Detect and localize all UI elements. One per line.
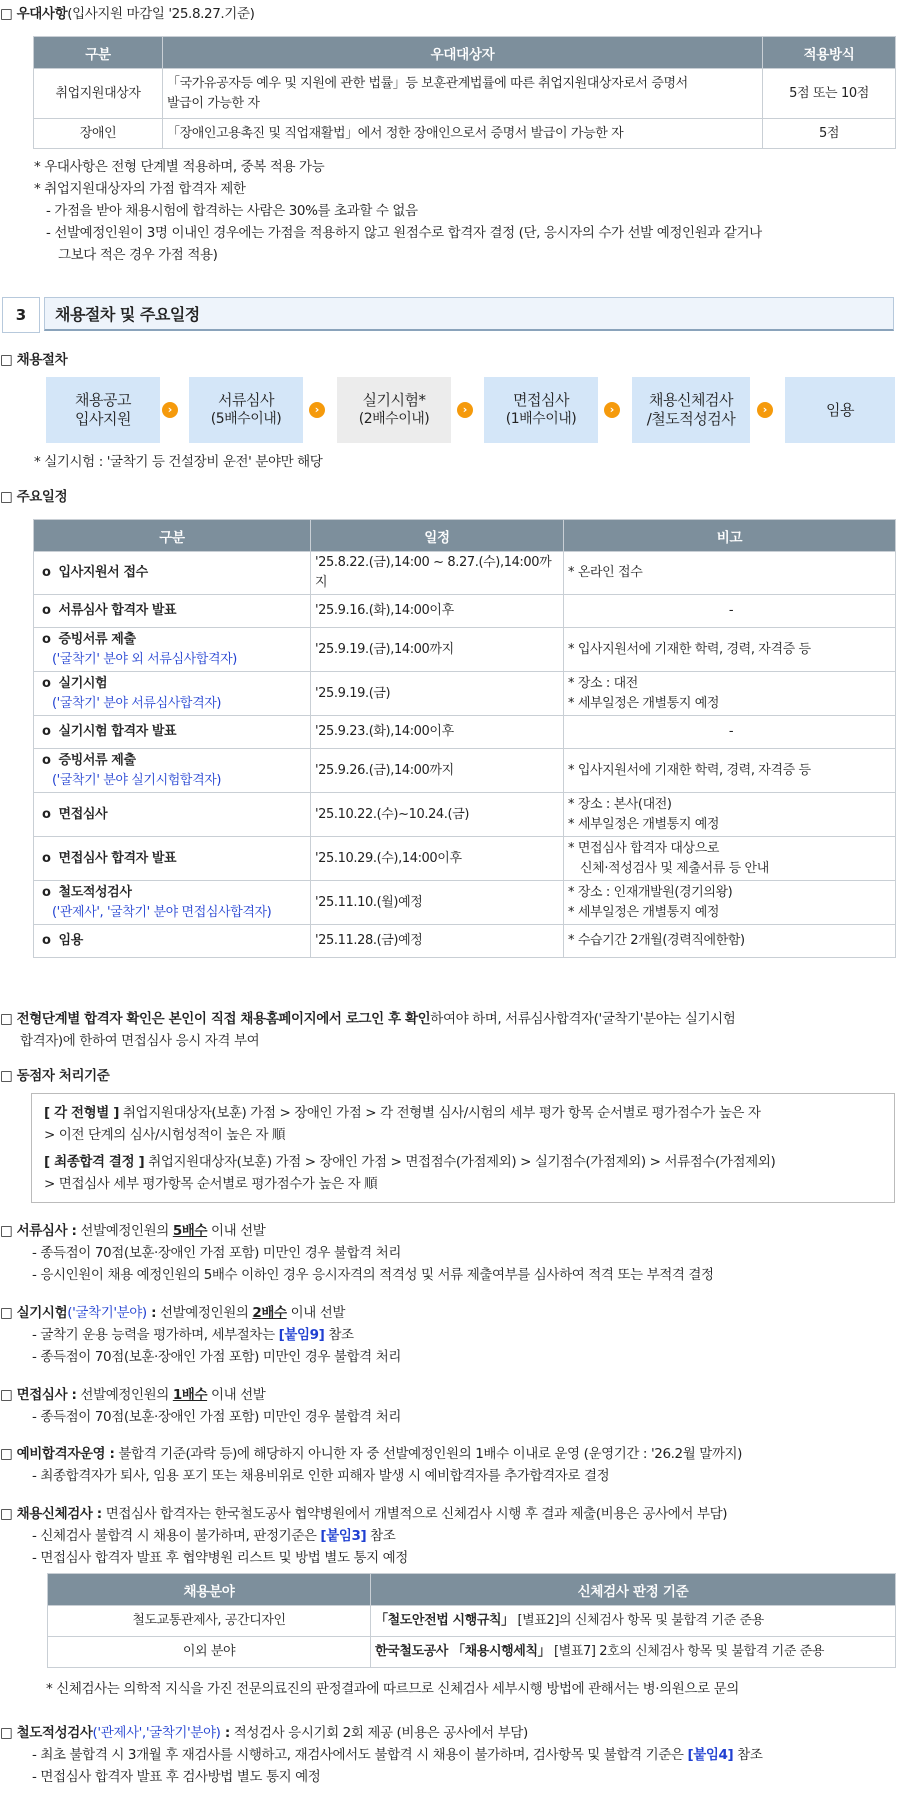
tie-rule: [ 최종합격 결정 ] 취업지원대상자(보훈) 가점 > 장애인 가점 > 면접점수(가점제외) > 실기점수(가점제외) > 서류점수(가점제외) — [44, 1154, 776, 1170]
schedule-table — [33, 519, 896, 958]
table-row — [34, 119, 896, 149]
schedule-date: '25.9.19.(금),14:00까지 — [311, 628, 564, 672]
pref-header: 우대대상자 — [163, 37, 763, 69]
bullet-icon: o — [42, 933, 51, 948]
schedule-date: '25.9.16.(화),14:00이후 — [311, 595, 564, 628]
pref-note: - 가점을 받아 채용시험에 합격하는 사람은 30%를 초과할 수 없음 — [46, 203, 418, 219]
chevron-right-icon: › — [457, 402, 473, 418]
phys-note: * 신체검사는 의학적 지식을 가진 전문의료진의 판정결과에 따르므로 신체검사 세부시행 방법에 관해서는 병·의원으로 문의 — [46, 1681, 739, 1697]
section-title: 채용절차 및 주요일정 — [44, 297, 894, 331]
phys-table — [47, 1573, 896, 1668]
schedule-item-target: ('굴착기' 분야 서류심사합격자) — [52, 695, 222, 711]
bullet-icon: o — [42, 806, 51, 822]
schedule-note: * 온라인 접수 — [564, 552, 896, 595]
bullet-icon: o — [42, 675, 51, 691]
chevron-right-icon: › — [162, 402, 178, 418]
schedule-item — [34, 552, 311, 595]
schedule-item — [34, 716, 311, 749]
pref-type: 장애인 — [34, 119, 163, 149]
prac-title: □ 실기시험('굴착기'분야) : 선발예정인원의 2배수 이내 선발 — [0, 1305, 346, 1321]
section-header — [2, 297, 896, 333]
bullet-icon: o — [42, 884, 51, 900]
intv-title: □ 면접심사 : 선발예정인원의 1배수 이내 선발 — [0, 1387, 266, 1403]
schedule-date: '25.9.19.(금) — [311, 672, 564, 716]
table-row — [34, 672, 896, 716]
schedule-item-target: ('굴착기' 분야 외 서류심사합격자) — [52, 651, 237, 667]
prac-bullet: - 종득점이 70점(보훈·장애인 가점 포함) 미만인 경우 불합격 처리 — [32, 1349, 401, 1365]
apt-title: □ 철도적성검사('관제사','굴착기'분야) : 적성검사 응시기회 2회 제공 (비용은 공사에서 부담) — [0, 1725, 528, 1741]
schedule-date: '25.8.22.(금),14:00 ~ 8.27.(수),14:00까지 — [311, 552, 564, 595]
schedule-note: * 장소 : 본사(대전) * 세부일정은 개별통지 예정 — [564, 793, 896, 837]
bullet-icon: o — [42, 565, 51, 580]
reserve-bullet: - 최종합격자가 퇴사, 임용 포기 또는 채용비위로 인한 피해자 발생 시 예비합격자를 추가합격자로 결정 — [32, 1468, 610, 1484]
schedule-item — [34, 749, 311, 793]
table-row — [34, 69, 896, 119]
schedule-note: * 수습기간 2개월(경력직에한함) — [564, 925, 896, 958]
chevron-right-icon: › — [309, 402, 325, 418]
pref-type: 취업지원대상자 — [34, 69, 163, 119]
schedule-date: '25.11.28.(금)예정 — [311, 925, 564, 958]
schedule-item-label: 서류심사 합격자 발표 — [58, 603, 177, 618]
pref-method: 5점 또는 10점 — [763, 69, 896, 119]
schedule-header: 구분 — [34, 520, 311, 552]
pref-header: 적용방식 — [763, 37, 896, 69]
bullet-icon: o — [42, 724, 51, 739]
pref-table — [33, 36, 896, 149]
schedule-item — [34, 837, 311, 881]
process-note: * 실기시험 : '굴착기 등 건설장비 운전' 분야만 해당 — [34, 454, 323, 470]
tie-rule: [ 각 전형별 ] 취업지원대상자(보훈) 가점 > 장애인 가점 > 각 전형별 심사/시험의 세부 평가 항목 순서별로 평가점수가 높은 자 — [44, 1105, 761, 1121]
schedule-note: * 장소 : 인재개발원(경기의왕) * 세부일정은 개별통지 예정 — [564, 881, 896, 925]
schedule-item-label: 증빙서류 제출 — [58, 752, 136, 768]
process-step: 면접심사 (1배수이내) — [484, 377, 598, 443]
schedule-note: * 입사지원서에 기재한 학력, 경력, 자격증 등 — [564, 628, 896, 672]
doc-bullet: - 종득점이 70점(보훈·장애인 가점 포함) 미만인 경우 불합격 처리 — [32, 1245, 401, 1261]
phys-bullet: - 면접심사 합격자 발표 후 협약병원 리스트 및 방법 별도 통지 예정 — [32, 1550, 408, 1566]
schedule-item-label: 철도적성검사 — [58, 884, 132, 900]
pref-header: 구분 — [34, 37, 163, 69]
process-step: 임용 — [785, 377, 895, 443]
table-row — [34, 881, 896, 925]
tie-title: □ 동점자 처리기준 — [0, 1068, 110, 1084]
chevron-right-icon: › — [604, 402, 620, 418]
schedule-note: * 면접심사 합격자 대상으로 신체·적성검사 및 제출서류 등 안내 — [564, 837, 896, 881]
pref-desc: 「장애인고용촉진 및 직업재활법」에서 정한 장애인으로서 증명서 발급이 가능한 자 — [163, 119, 763, 149]
schedule-header: 비고 — [564, 520, 896, 552]
schedule-date: '25.10.29.(수),14:00이후 — [311, 837, 564, 881]
bullet-icon: o — [42, 603, 51, 618]
bullet-icon: o — [42, 631, 51, 647]
schedule-note: - — [564, 716, 896, 749]
pref-title: □ 우대사항(입사지원 마감일 '25.8.27.기준) — [0, 6, 255, 22]
schedule-item-label: 임용 — [58, 933, 83, 948]
phys-criteria: 한국철도공사 「채용시행세칙」 [별표7] 2호의 신체검사 항목 및 불합격 기준 준용 — [371, 1637, 896, 1668]
schedule-item-label: 증빙서류 제출 — [58, 631, 136, 647]
table-row — [48, 1637, 896, 1668]
process-step: 채용신체검사 /철도적성검사 — [632, 377, 750, 443]
apt-bullet: - 면접심사 합격자 발표 후 검사방법 별도 통지 예정 — [32, 1769, 321, 1785]
schedule-note: * 입사지원서에 기재한 학력, 경력, 자격증 등 — [564, 749, 896, 793]
schedule-item-target: ('관제사', '굴착기' 분야 면접심사합격자) — [52, 904, 272, 920]
phys-title: □ 채용신체검사 : 면접심사 합격자는 한국철도공사 협약병원에서 개별적으로 신체검사 시행 후 결과 제출(비용은 공사에서 부담) — [0, 1506, 728, 1522]
schedule-item — [34, 793, 311, 837]
table-row — [34, 837, 896, 881]
tie-rule: > 이전 단계의 심사/시험성적이 높은 자 順 — [44, 1127, 286, 1143]
tie-rule: > 면접심사 세부 평가항목 순서별로 평가점수가 높은 자 順 — [44, 1176, 378, 1192]
bullet-icon: o — [42, 752, 51, 768]
table-row — [48, 1606, 896, 1637]
schedule-item-label: 실기시험 — [58, 675, 108, 691]
reserve-title: □ 예비합격자운영 : 불합격 기준(과락 등)에 해당하지 아니한 자 중 선발예정인원의 1배수 이내로 운영 (운영기간 : '26.2월 말까지) — [0, 1446, 743, 1462]
schedule-item-label: 면접심사 — [58, 806, 108, 822]
section-number: 3 — [2, 297, 40, 333]
schedule-note: - — [564, 595, 896, 628]
schedule-header: 일정 — [311, 520, 564, 552]
table-row — [34, 793, 896, 837]
intv-bullet: - 종득점이 70점(보훈·장애인 가점 포함) 미만인 경우 불합격 처리 — [32, 1409, 401, 1425]
table-row — [34, 749, 896, 793]
schedule-item-label: 입사지원서 접수 — [58, 565, 148, 580]
schedule-item — [34, 881, 311, 925]
table-row — [34, 552, 896, 595]
phys-bullet: - 신체검사 불합격 시 채용이 불가하며, 판정기준은 [붙임3] 참조 — [32, 1528, 396, 1544]
schedule-item — [34, 672, 311, 716]
process-step: 채용공고 입사지원 — [46, 377, 160, 443]
bullet-icon: o — [42, 850, 51, 866]
schedule-date: '25.9.23.(화),14:00이후 — [311, 716, 564, 749]
schedule-item-label: 실기시험 합격자 발표 — [58, 724, 177, 739]
phys-field: 이외 분야 — [48, 1637, 371, 1668]
phys-criteria: 「철도안전법 시행규칙」 [별표2]의 신체검사 항목 및 불합격 기준 준용 — [371, 1606, 896, 1637]
process-title: □ 채용절차 — [0, 352, 68, 368]
schedule-item — [34, 595, 311, 628]
pref-note: * 우대사항은 전형 단계별 적용하며, 중복 적용 가능 — [34, 159, 325, 175]
schedule-item — [34, 628, 311, 672]
doc-bullet: - 응시인원이 채용 예정인원의 5배수 이하인 경우 응시자격의 적격성 및 서류 제출여부를 심사하여 적격 또는 부적격 결정 — [32, 1267, 714, 1283]
confirm-text: 합격자)에 한하여 면접심사 응시 자격 부여 — [20, 1033, 260, 1049]
table-row — [34, 925, 896, 958]
phys-field: 철도교통관제사, 공간디자인 — [48, 1606, 371, 1637]
phys-header: 신체검사 판정 기준 — [371, 1574, 896, 1606]
schedule-note: * 장소 : 대전 * 세부일정은 개별통지 예정 — [564, 672, 896, 716]
schedule-item — [34, 925, 311, 958]
pref-note: - 선발예정인원이 3명 이내인 경우에는 가점을 적용하지 않고 원점수로 합격자 결정 (단, 응시자의 수가 선발 예정인원과 같거나 — [46, 225, 762, 241]
schedule-item-target: ('굴착기' 분야 실기시험합격자) — [52, 772, 222, 788]
process-step: 서류심사 (5배수이내) — [189, 377, 303, 443]
confirm-text: □ 전형단계별 합격자 확인은 본인이 직접 채용홈페이지에서 로그인 후 확인하여야 하며, 서류심사합격자('굴착기'분야는 실기시험 — [0, 1011, 736, 1027]
pref-note: 그보다 적은 경우 가점 적용) — [58, 247, 218, 263]
table-row — [34, 628, 896, 672]
pref-method: 5점 — [763, 119, 896, 149]
phys-header: 채용분야 — [48, 1574, 371, 1606]
apt-bullet: - 최초 불합격 시 3개월 후 재검사를 시행하고, 재검사에서도 불합격 시 채용이 불가하며, 검사항목 및 불합격 기준은 [붙임4] 참조 — [32, 1747, 763, 1763]
schedule-date: '25.11.10.(월)예정 — [311, 881, 564, 925]
tie-box — [31, 1093, 895, 1203]
doc-title: □ 서류심사 : 선발예정인원의 5배수 이내 선발 — [0, 1223, 266, 1239]
pref-desc: 「국가유공자등 예우 및 지원에 관한 법률」등 보훈관계법률에 따른 취업지원대상자로서 증명서 발급이 가능한 자 — [163, 69, 763, 119]
chevron-right-icon: › — [757, 402, 773, 418]
schedule-date: '25.10.22.(수)~10.24.(금) — [311, 793, 564, 837]
pref-note: * 취업지원대상자의 가점 합격자 제한 — [34, 181, 246, 197]
schedule-title: □ 주요일정 — [0, 489, 68, 505]
prac-bullet: - 굴착기 운용 능력을 평가하며, 세부절차는 [붙임9] 참조 — [32, 1327, 354, 1343]
schedule-item-label: 면접심사 합격자 발표 — [58, 850, 177, 866]
table-row — [34, 716, 896, 749]
table-row — [34, 595, 896, 628]
process-step: 실기시험* (2배수이내) — [337, 377, 451, 443]
schedule-date: '25.9.26.(금),14:00까지 — [311, 749, 564, 793]
